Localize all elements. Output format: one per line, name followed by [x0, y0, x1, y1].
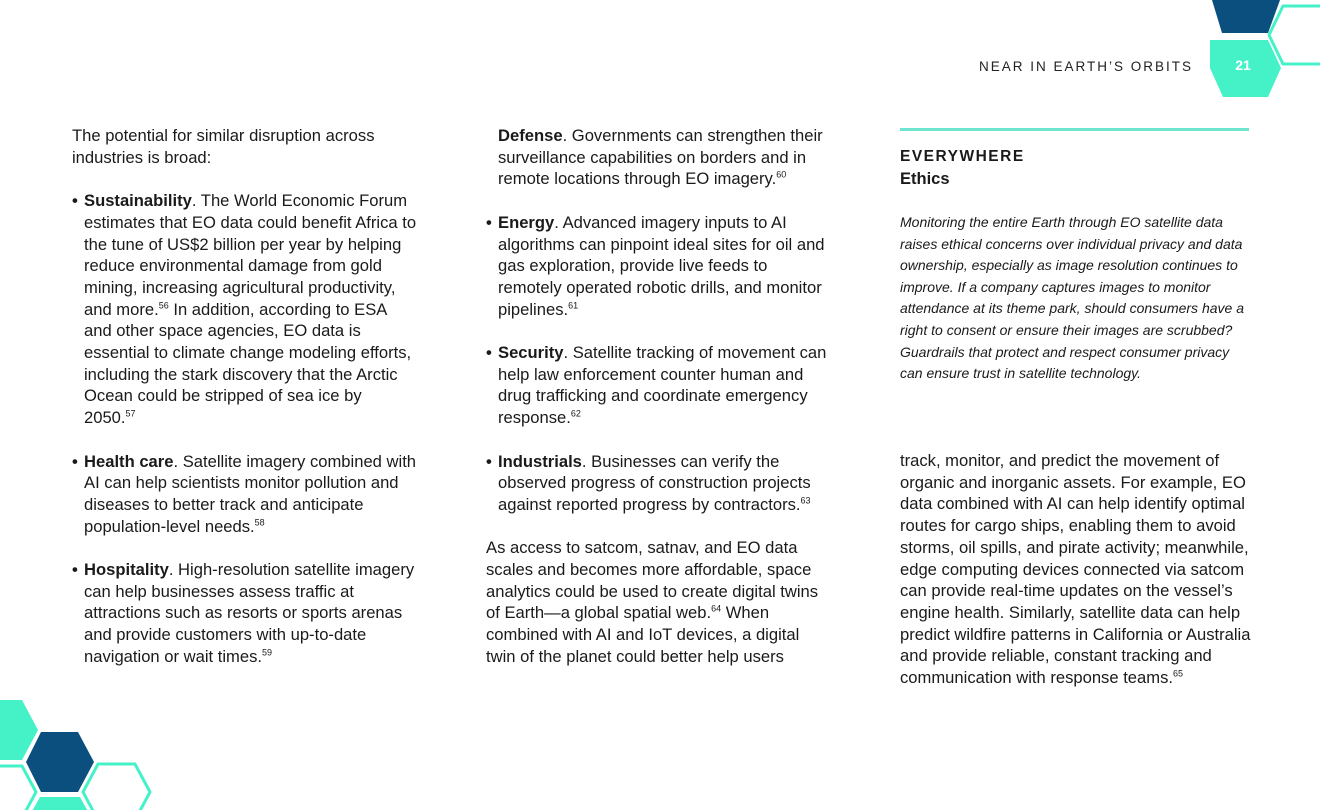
- column-3: [900, 450, 1252, 710]
- sidebar-divider: [900, 128, 1249, 131]
- industry-list-1: [72, 190, 417, 667]
- sidebar-title: Ethics: [900, 170, 950, 188]
- hexagon-decoration-top: [1180, 0, 1320, 110]
- list-item-health-care: • Health care. Satellite imagery combined with AI can help scientists monitor pollution and diseases to better track and anticipate population-level needs.$^{58}$: [72, 451, 417, 538]
- footnote-ref: 59: [262, 647, 273, 658]
- defense-paragraph: Defense. Governments can strengthen their surveillance capabilities on borders and in remote locations through EO imagery.$^{60}$: [498, 126, 823, 189]
- ethics-sidebar: [900, 146, 1250, 385]
- footnote-ref: 62: [570, 408, 581, 419]
- list-item-hospitality: • Hospitality. High-resolution satellite imagery can help businesses assess traffic at attractions such as resorts or sports arenas and provide customers with up-to-date navigation or wait times.$^{59}$: [72, 559, 417, 668]
- column-1: [72, 125, 417, 689]
- footnote-ref: 60: [776, 169, 787, 180]
- page-number: 21: [1235, 57, 1251, 73]
- footnote-ref: 63: [800, 495, 811, 506]
- footnote-ref: 64: [711, 603, 722, 614]
- list-item-sustainability: • Sustainability. The World Economic Forum estimates that EO data could benefit Africa to the tune of US$2 billion per year by helping reduce environmental damage from gold mining, increasing agricultural productivity, and more.$^{56}$ In addition, according to ESA and other space agencies, EO data is essential to climate change modeling efforts, including the stark discovery that the Arctic Ocean could be stripped of sea ice by 2050.57: [72, 190, 417, 429]
- footnote-ref: 56: [158, 300, 169, 311]
- list-item-energy: • Energy. Advanced imagery inputs to AI algorithms can pinpoint ideal sites for oil and gas exploration, provide live feeds to remotely operated robotic drills, and monitor pipelines.$^{61}$: [486, 212, 831, 321]
- footnote-ref: 57: [125, 408, 136, 419]
- footnote-ref: 65: [1173, 668, 1184, 679]
- footnote-ref: 58: [254, 517, 265, 528]
- hexagon-decoration-bottom: [0, 690, 160, 810]
- list-item-industrials: • Industrials. Businesses can verify the observed progress of construction projects against reported progress by contractors.$^{63}$: [486, 451, 831, 516]
- section-header: NEAR IN EARTH’S ORBITS: [978, 59, 1193, 74]
- column-2: [486, 125, 831, 689]
- footnote-ref: 61: [568, 300, 579, 311]
- industry-list-2: [486, 212, 831, 516]
- list-item-security: • Security. Satellite tracking of movement can help law enforcement counter human and drug trafficking and coordinate emergency response.$^{62}$: [486, 342, 831, 429]
- closing-paragraph: As access to satcom, satnav, and EO data scales and becomes more affordable, space analytics could be used to create digital twins of Earth—a global spatial web.$^{64}$ When combined with AI and IoT devices, a digital twin of the planet could better help users: [486, 538, 819, 666]
- sidebar-kicker: EVERYWHERE: [900, 148, 1025, 165]
- continuation-paragraph: track, monitor, and predict the movement of organic and inorganic assets. For example, EO data combined with AI can help identify optimal routes for cargo ships, enabling them to avoid storms, oil spills, and pirate activity; meanwhile, edge computing devices connected via satcom can provide real-time updates on the vessel’s engine health. Similarly, satellite data can help predict wildfire patterns in California or Australia and provide reliable, constant tracking and communication with response teams.$^{65}$: [900, 451, 1251, 688]
- sidebar-body: Monitoring the entire Earth through EO satellite data raises ethical concerns over individual privacy and data ownership, especially as image resolution continues to improve. If a company captures images to monitor attendance at its theme park, should consumers have a right to consent or ensure their images are scrubbed? Guardrails that protect and respect consumer privacy can ensure trust in satellite technology.: [900, 214, 1244, 382]
- intro-paragraph: The potential for similar disruption across industries is broad:: [72, 126, 375, 167]
